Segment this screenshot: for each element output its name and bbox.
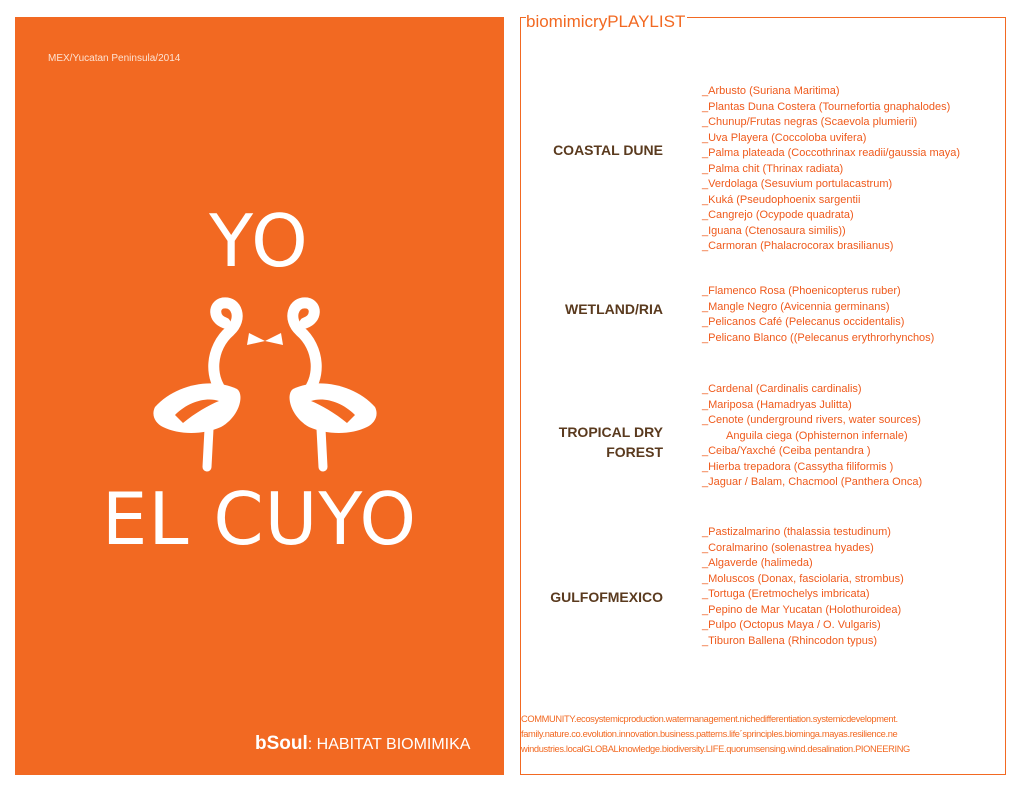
brand-rest: : HABITAT BIOMIMIKA	[307, 736, 471, 753]
list-item: _Carmoran (Phalacrocorax brasilianus)	[702, 240, 894, 252]
section-title-coastal-dune: COASTAL DUNE	[553, 142, 663, 158]
list-item: _Uva Playera (Coccoloba uvifera)	[702, 131, 867, 144]
list-item: _Ceiba/Yaxché (Ceiba pentandra )	[702, 445, 871, 457]
section-title-gulf-of-mexico: GULFOFMEXICO	[550, 589, 663, 605]
poster-headline-top: YO	[209, 199, 310, 283]
section-title-line1: TROPICAL DRY	[558, 424, 663, 440]
poster-headline-bottom: EL CUYO	[101, 477, 418, 561]
list-item: _Cardenal (Cardinalis cardinalis)	[702, 383, 862, 395]
species-list-coastal-dune	[702, 84, 960, 255]
list-item: _Tiburon Ballena (Rhincodon typus)	[702, 634, 878, 647]
list-item: _Jaguar / Balam, Chacmool (Panthera Onca)	[702, 476, 923, 488]
list-item: _Plantas Duna Costera (Tournefortia gnaphalodes)	[702, 100, 951, 113]
list-item: _Palma plateada (Coccothrinax readii/gaussia maya)	[702, 147, 961, 159]
list-item: _Mariposa (Hamadryas Julitta)	[702, 398, 852, 411]
keywords-line: COMMUNITY.ecosystemicproduction.watermanagement.nichedifferentiation.systemicdevelopment.	[521, 714, 898, 724]
keywords-line: family.nature.co.evolution.innovation.business.patterns.life´sprinciples.biominga.mayas.resilience.ne	[521, 729, 898, 739]
poster-panel	[15, 17, 504, 775]
species-list-gulf-of-mexico	[702, 525, 904, 649]
brand-bold: bSoul	[255, 733, 308, 754]
list-item: _Algaverde (halimeda)	[702, 557, 813, 569]
poster-location: MEX/Yucatan Peninsula/2014	[48, 53, 181, 64]
list-item: _Cangrejo (Ocypode quadrata)	[702, 209, 854, 221]
list-item: _Pepino de Mar Yucatan (Holothuroidea)	[702, 603, 902, 616]
list-item: _Hierba trepadora (Cassytha filiformis )	[702, 460, 894, 473]
list-item: _Pastizalmarino (thalassia testudinum)	[702, 526, 891, 538]
list-item: _Verdolaga (Sesuvium portulacastrum)	[702, 178, 893, 190]
list-item: _Flamenco Rosa (Phoenicopterus ruber)	[702, 285, 901, 297]
list-item: _Tortuga (Eretmochelys imbricata)	[702, 588, 870, 600]
species-list-wetland-ria	[702, 284, 934, 346]
section-title-line2: FOREST	[606, 444, 663, 460]
keywords-footer	[521, 712, 1007, 757]
list-item: _Moluscos (Donax, fasciolaria, strombus)	[702, 572, 904, 585]
list-item: _Kuká (Pseudophoenix sargentii	[702, 193, 861, 206]
list-item: _Pelicanos Café (Pelecanus occidentalis)	[702, 316, 905, 328]
section-title-wetland-ria: WETLAND/RIA	[565, 301, 663, 317]
list-item: _Iguana (Ctenosaura similis))	[702, 224, 846, 237]
keywords-line: windustries.localGLOBALknowledge.biodiversity.LIFE.quorumsensing.wind.desalination.PIONEERING	[521, 744, 910, 754]
list-item: _Palma chit (Thrinax radiata)	[702, 162, 844, 175]
list-item: _Cenote (underground rivers, water sources)	[702, 414, 921, 426]
section-title-tropical-dry-forest	[559, 422, 663, 462]
list-item: _Chunup/Frutas negras (Scaevola plumierii)	[702, 116, 918, 128]
poster-brand	[255, 733, 470, 755]
list-item: Anguila ciega (Ophisternon infernale)	[726, 429, 908, 442]
playlist-title: biomimicryPLAYLIST	[526, 12, 686, 31]
two-flamingos-icon	[115, 289, 415, 479]
list-item: _Mangle Negro (Avicennia germinans)	[702, 300, 890, 313]
playlist-panel	[520, 12, 1006, 775]
list-item: _Arbusto (Suriana Maritima)	[702, 85, 840, 97]
list-item: _Pelicano Blanco ((Pelecanus erythrorhynchos)	[702, 331, 935, 344]
list-item: _Coralmarino (solenastrea hyades)	[702, 541, 874, 554]
species-list-tropical-dry-forest	[702, 382, 922, 491]
list-item: _Pulpo (Octopus Maya / O. Vulgaris)	[702, 619, 881, 631]
